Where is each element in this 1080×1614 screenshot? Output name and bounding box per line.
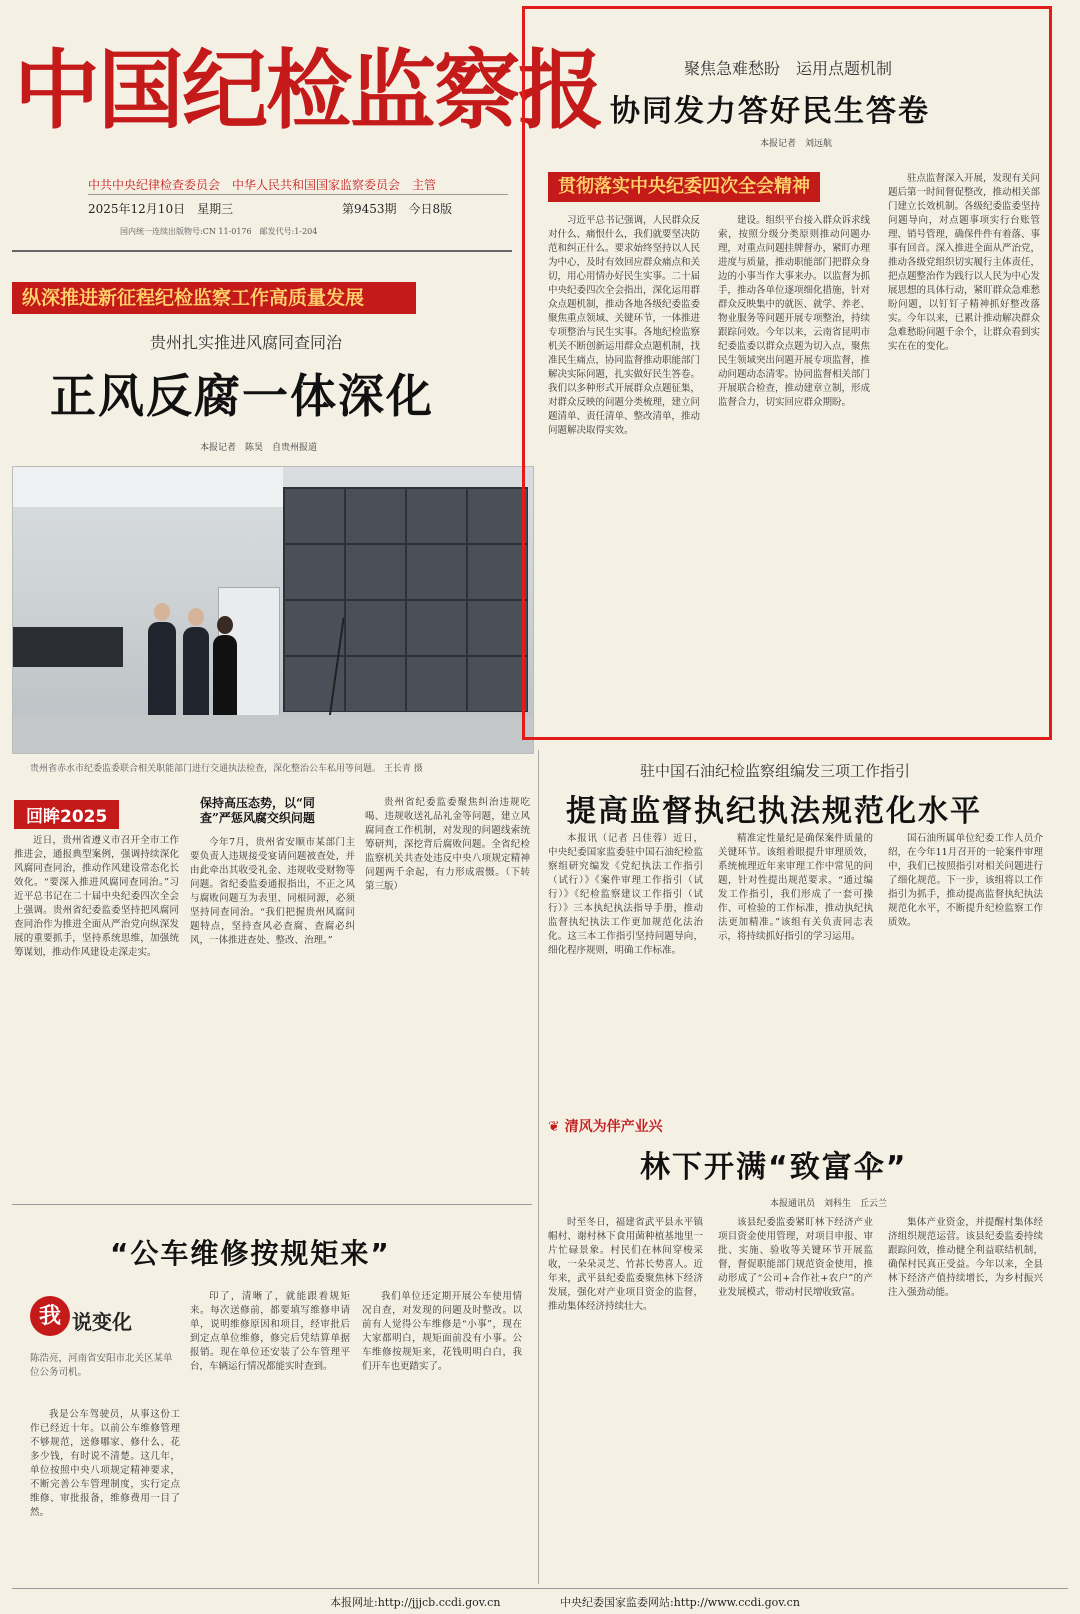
paragraph: 集体产业资金，并提醒村集体经济组织规范运营。该县纪委监委持续跟踪问效，推动健全利益联结机制，确保村民真正受益。今年以来，全县林下经济产值持续增长，为乡村振兴注入强劲动能。 (888, 1217, 1043, 1298)
footer-site-link[interactable]: 本报网址:http://jjjcb.ccdi.gov.cn (330, 1596, 501, 1609)
retro-column-2 (190, 836, 355, 1194)
forest-tag-label: 清风为伴产业兴 (564, 1119, 663, 1135)
masthead-divider (88, 194, 508, 195)
paragraph: 该县纪委监委紧盯林下经济产业项目资金使用管理，对项目申报、审批、实施、验收等关键环节开展监督，督促职能部门规范资金使用，推动形成了“公司+合作社+农户”的产业发展模式，带动村民增收致富。 (718, 1217, 873, 1298)
paragraph: 本报讯（记者 吕佳蓉）近日，中央纪委国家监委驻中国石油纪检监察组研究编发《党纪执法工作指引（试行）》《案件审理工作指引（试行）》《纪检监察建议工作指引（试行）》三本执纪执法指导手册，推动监督执纪执法工作更加规范化法治化。这三本工作指引坚持问题导向，细化程序规则，明确工作标准。 (548, 833, 703, 956)
paragraph: 习近平总书记强调，人民群众反对什么、痛恨什么，我们就要坚决防范和纠正什么。要求始终坚持以人民为中心，及时有效回应群众痛点和关切，用心用情办好民生实事。二十届中央纪委四次全会指出，深化运用群众点题机制，推动各地各级纪委监委聚焦重点领域、关键环节，一体推进专项整治与民生实事。各地纪检监察机关不断创新运用群众点题机制，找准民生痛点，协同监督推动职能部门解决实际问题，扎实做好民生答卷。我们以多种形式开展群众点题征集，对群众反映的问题分类梳理，建立问题清单、责任清单、整改清单，推动问题解决取得实效。 (548, 215, 700, 436)
petro-kicker: 驻中国石油纪检监察组编发三项工作指引 (640, 762, 911, 780)
forest-tag (548, 1116, 663, 1136)
petro-column-2 (718, 832, 873, 1102)
paragraph: 精准定性量纪是确保案件质量的关键环节。该组着眼提升审理质效，系统梳理近年来审理工作中常见的问题，针对性提出规范要求。“通过编发工作指引，我们形成了一套可操作、可检验的工作标准，推动执纪执法更加精准。”该组有关负责同志表示，将持续抓好指引的学习运用。 (718, 833, 873, 942)
opinion-column-1 (30, 1408, 180, 1580)
footer-rule (12, 1588, 1068, 1589)
retro-column-1 (14, 834, 179, 1194)
left-story-headline: 正风反腐一体深化 (50, 369, 434, 423)
right-story-column-3 (888, 172, 1040, 730)
campaign-label: 贯彻落实中央纪委四次全会精神 (548, 172, 820, 202)
paragraph: 时至冬日，福建省武平县永平镇帽村、谢村林下食用菌种植基地里一片忙碌景象。村民们在林间穿梭采收，一朵朵灵芝、竹荪长势喜人。近年来，武平县纪委监委聚焦林下经济发展，强化对产业项目资金的监督，推动集体经济持续壮大。 (548, 1217, 703, 1312)
paragraph: 驻点监督深入开展，发现有关问题后第一时间督促整改，推动相关部门建立长效机制。各级纪委监委坚持问题导向，对点题事项实行台账管理、销号管理，确保件件有着落、事事有回音。深入推进全面从严治党，推动各级党组织切实履行主体责任，把点题整治作为践行以人民为中心发展思想的具体行动，紧盯群众急难愁盼问题，以钉钉子精神抓好整改落实。今年以来，已累计推动解决群众急难愁盼问题千余个，让群众看到实实在在的变化。 (888, 173, 1040, 352)
masthead-pubinfo: 国内统一连续出版物号:CN 11-0176 邮发代号:1-204 (120, 227, 318, 236)
left-story-byline: 本报记者 陈昊 自贵州报道 (200, 443, 318, 453)
paragraph: 印了，清晰了，就能跟着规矩来。每次送修前，都要填写维修申请单，说明维修原因和项目，经审批后到定点单位维修，修完后凭结算单据报销。现在单位还安装了公车管理平台，车辆运行情况都能实时查到。 (190, 1291, 350, 1372)
section-banner: 纵深推进新征程纪检监察工作高质量发展 (12, 282, 416, 314)
opinion-author: 陈浩亮，河南省安阳市北关区某单位公务司机。 (30, 1353, 173, 1378)
person-3-head (217, 616, 233, 634)
paragraph: 我是公车驾驶员，从事这份工作已经近十年。以前公车维修管理不够规范，送修哪家、修什么、花多少钱，有时说不清楚。这几年，单位按照中央八项规定精神要求，不断完善公车管理制度，实行定点维修、审批报备，维修费用一目了然。 (30, 1409, 180, 1518)
paragraph: 国石油所属单位纪委工作人员介绍，在今年11月召开的一轮案件审理中，我们已按照指引对相关问题进行了细化规范。下一步，该组将以工作指引为抓手，推动提高监督执纪执法规范化水平，不断提升纪检监察工作质效。 (888, 833, 1043, 928)
retro-subhead: 保持高压态势，以“同查”严惩风腐交织问题 (200, 796, 315, 825)
header-rule (12, 250, 512, 252)
right-story-column-1 (548, 214, 700, 730)
paragraph: 贵州省纪委监委聚焦纠治违规吃喝、违规收送礼品礼金等问题，建立风腐同查工作机制，对发现的问题线索统筹研判，深挖背后腐败问题。全省纪检监察机关共查处违反中央八项规定精神问题两千余起，有力形成震慑。（下转第三版） (365, 797, 530, 892)
opinion-column-3 (362, 1290, 522, 1580)
retro-tag: 回眸2025 (14, 800, 119, 829)
footer (0, 1588, 1080, 1614)
petro-headline: 提高监督执纪执法规范化水平 (566, 794, 982, 829)
person-2-head (188, 608, 204, 626)
paragraph: 我们单位还定期开展公车使用情况自查，对发现的问题及时整改。以前有人觉得公车维修是“小事”，现在大家都明白，规矩面前没有小事。公车维修按规矩来，花钱明明白白，我们开车也更踏实了。 (362, 1291, 522, 1372)
forest-column-1 (548, 1216, 703, 1581)
footer-ccdi-link[interactable]: 中央纪委国家监委网站:http://www.ccdi.gov.cn (560, 1596, 800, 1609)
opinion-tag-text: 说变化 (72, 1310, 132, 1334)
retro-column-3 (365, 796, 530, 1194)
column-divider (538, 750, 539, 1584)
opinion-tag-circle: 我 (30, 1296, 70, 1336)
opinion-rule (12, 1204, 532, 1205)
forest-column-3 (888, 1216, 1043, 1581)
paragraph: 近日，贵州省遵义市召开全市工作推进会，通报典型案例，强调持续深化风腐同查同治，推动作风建设常态化长效化。“要深入推进风腐同查同治。”习近平总书记在二十届中央纪委四次全会上强调。贵州省纪委监委坚持把风腐同查同治作为推进全面从严治党向纵深发展的重要抓手，坚持系统思维，加强统筹谋划，推动作风建设走深走实。 (14, 835, 179, 958)
opinion-column-2 (190, 1290, 350, 1580)
right-story-kicker: 聚焦急难愁盼 运用点题机制 (684, 59, 893, 78)
petro-column-1 (548, 832, 703, 1102)
person-1-head (154, 603, 170, 621)
video-wall (283, 487, 528, 712)
floor (13, 715, 533, 753)
right-story-headline: 协同发力答好民生答卷 (610, 94, 930, 129)
desk-monitors (13, 627, 123, 667)
right-story-byline: 本报记者 刘远航 (760, 139, 833, 149)
masthead-sponsors: 中共中央纪律检查委员会 中华人民共和国国家监察委员会 主管 (88, 178, 437, 192)
forest-column-2 (718, 1216, 873, 1581)
opinion-headline: “公车维修按规矩来” (110, 1237, 391, 1270)
photo-caption: 贵州省赤水市纪委监委联合相关职能部门进行交通执法检查，深化整治公车私用等问题。 王长青 摄 (30, 764, 423, 774)
masthead-issue: 第9453期 今日8版 (342, 202, 453, 216)
left-story-kicker: 贵州扎实推进风腐同查同治 (150, 333, 343, 352)
masthead-title: 中国纪检监察报 (14, 40, 602, 141)
ceiling-lights (13, 467, 283, 507)
news-photo (12, 466, 534, 754)
paragraph: 建设。组织平台接入群众诉求线索，按照分级分类原则推动问题办理，对重点问题挂牌督办，紧盯办理进度与质量，推动职能部门把群众身边的小事当作大事来办。以监督为抓手，推动各单位逐项细化措施，针对群众反映集中的就医、就学、养老、物业服务等问题开展专项整治，持续跟踪问效。今年以来，云南省昆明市纪委监委以群众点题为切入点，聚焦民生领域突出问题开展专项监督，推动问题动态清零。协同监督相关部门开展联合检查，推动建章立制，形成监督合力，切实回应群众期盼。 (718, 215, 870, 408)
forest-headline: 林下开满“致富伞” (640, 1150, 908, 1185)
petro-column-3 (888, 832, 1043, 1102)
masthead-date: 2025年12月10日 星期三 (88, 202, 234, 216)
forest-byline: 本报通讯员 刘科生 丘云兰 (770, 1199, 888, 1209)
right-story-column-2 (718, 214, 870, 730)
paragraph: 今年7月，贵州省安顺市某部门主要负责人违规接受宴请问题被查处，并由此牵出其收受礼金、违规收受财物等问题。省纪委监委通报指出，不正之风与腐败问题互为表里、同根同源，必须坚持同查同治。“我们把握贵州风腐问题特点，坚持查风必查腐、查腐必纠风，一体推进查处、整改、治理。” (190, 837, 355, 946)
leaf-icon: ❦ (548, 1119, 560, 1135)
